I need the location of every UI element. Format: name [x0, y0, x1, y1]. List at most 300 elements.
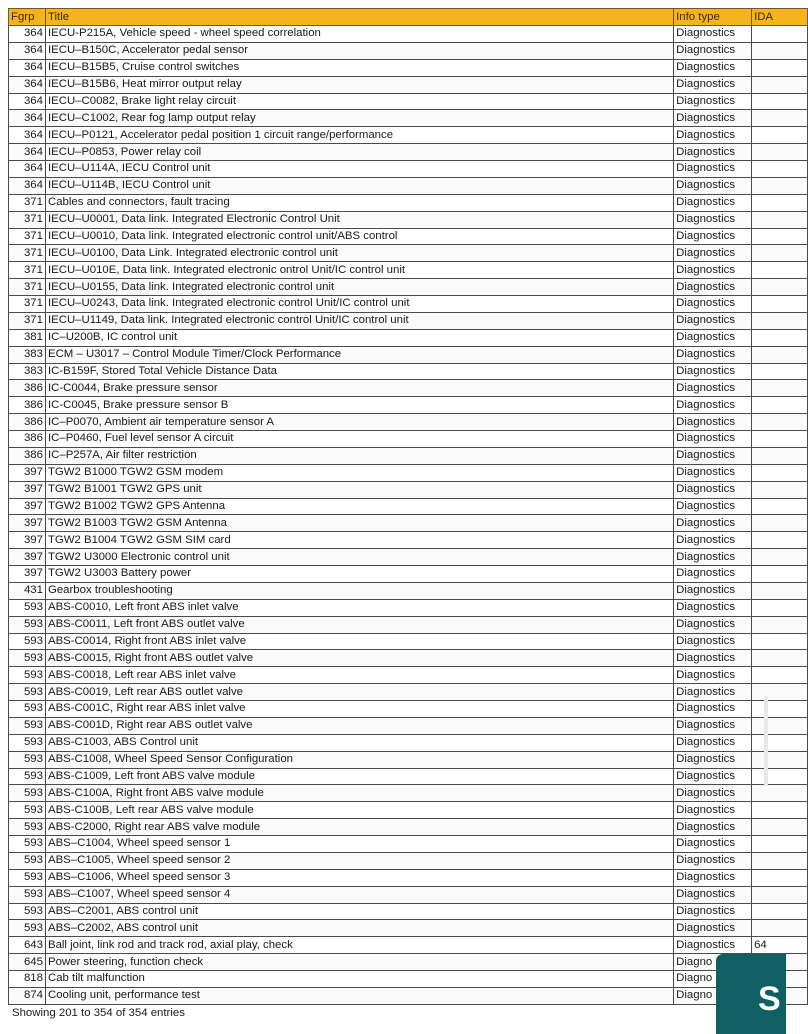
- cell-ida: [752, 852, 808, 869]
- cell-fgrp: 593: [9, 785, 46, 802]
- table-row[interactable]: [9, 431, 808, 448]
- cell-fgrp: 593: [9, 903, 46, 920]
- cell-info-type: Diagnostics: [674, 431, 752, 448]
- cell-ida: [752, 684, 808, 701]
- table-row[interactable]: [9, 954, 808, 971]
- cell-ida: [752, 802, 808, 819]
- cell-fgrp: 593: [9, 684, 46, 701]
- cell-ida: [752, 329, 808, 346]
- cell-ida: [752, 751, 808, 768]
- cell-title[interactable]: IC-B159F, Stored Total Vehicle Distance Data: [45, 363, 673, 380]
- table-row[interactable]: [9, 26, 808, 43]
- cell-ida: [752, 464, 808, 481]
- cell-fgrp: 386: [9, 431, 46, 448]
- cell-info-type: Diagnostics: [674, 464, 752, 481]
- cell-info-type: Diagnostics: [674, 144, 752, 161]
- cell-fgrp: 593: [9, 836, 46, 853]
- cell-fgrp: 593: [9, 852, 46, 869]
- cell-ida: [752, 903, 808, 920]
- cell-title[interactable]: ABS-C0015, Right front ABS outlet valve: [45, 650, 673, 667]
- cell-info-type: Diagnostics: [674, 717, 752, 734]
- cell-ida: [752, 549, 808, 566]
- table-row[interactable]: [9, 211, 808, 228]
- cell-info-type: Diagnostics: [674, 194, 752, 211]
- cell-info-type: Diagnostics: [674, 886, 752, 903]
- cell-ida: [752, 886, 808, 903]
- cell-title[interactable]: ABS–C1004, Wheel speed sensor 1: [45, 836, 673, 853]
- table-header: [9, 9, 808, 26]
- scrollbar-track[interactable]: [764, 696, 768, 786]
- cell-info-type: Diagnostics: [674, 481, 752, 498]
- cell-ida: [752, 717, 808, 734]
- cell-fgrp: 593: [9, 599, 46, 616]
- cell-fgrp: 364: [9, 161, 46, 178]
- cell-title[interactable]: TGW2 B1000 TGW2 GSM modem: [45, 464, 673, 481]
- table-row[interactable]: [9, 852, 808, 869]
- table-row[interactable]: [9, 582, 808, 599]
- cell-title[interactable]: IC–U200B, IC control unit: [45, 329, 673, 346]
- cell-title[interactable]: ABS-C100A, Right front ABS valve module: [45, 785, 673, 802]
- cell-title[interactable]: ABS-C001C, Right rear ABS inlet valve: [45, 701, 673, 718]
- cell-title[interactable]: IECU–P0121, Accelerator pedal position 1 circuit range/performance: [45, 127, 673, 144]
- table-row[interactable]: [9, 42, 808, 59]
- cell-title[interactable]: ABS-C0019, Left rear ABS outlet valve: [45, 684, 673, 701]
- cell-title[interactable]: IECU–P0853, Power relay coil: [45, 144, 673, 161]
- table-row[interactable]: [9, 464, 808, 481]
- cell-info-type: Diagnostics: [674, 734, 752, 751]
- cell-ida: [752, 582, 808, 599]
- cell-ida: [752, 397, 808, 414]
- table-row[interactable]: [9, 346, 808, 363]
- cell-ida: [752, 836, 808, 853]
- header-row: [9, 9, 808, 26]
- table-row[interactable]: [9, 836, 808, 853]
- table-row[interactable]: [9, 228, 808, 245]
- table-row[interactable]: [9, 869, 808, 886]
- cell-title[interactable]: ABS-C1003, ABS Control unit: [45, 734, 673, 751]
- table-row[interactable]: [9, 667, 808, 684]
- column-header-fgrp[interactable]: Fgrp: [9, 9, 46, 26]
- cell-fgrp: 431: [9, 582, 46, 599]
- cell-fgrp: 593: [9, 920, 46, 937]
- cell-info-type: Diagnostics: [674, 633, 752, 650]
- cell-title[interactable]: IECU-P215A, Vehicle speed - wheel speed correlation: [45, 26, 673, 43]
- cell-title[interactable]: Gearbox troubleshooting: [45, 582, 673, 599]
- cell-title[interactable]: IECU–U114B, IECU Control unit: [45, 177, 673, 194]
- cell-ida: [752, 734, 808, 751]
- cell-title[interactable]: ABS-C2000, Right rear ABS valve module: [45, 819, 673, 836]
- cell-fgrp: 364: [9, 144, 46, 161]
- cell-title[interactable]: IECU–U1149, Data link. Integrated electronic control Unit/IC control unit: [45, 312, 673, 329]
- results-table: [8, 8, 808, 1005]
- cell-ida: [752, 532, 808, 549]
- cell-info-type: Diagnostics: [674, 549, 752, 566]
- table-row[interactable]: [9, 768, 808, 785]
- cell-fgrp: 593: [9, 819, 46, 836]
- cell-title[interactable]: Cables and connectors, fault tracing: [45, 194, 673, 211]
- overlay-letter: S: [758, 980, 781, 1018]
- cell-info-type: Diagnostics: [674, 42, 752, 59]
- table-row[interactable]: [9, 380, 808, 397]
- cell-title[interactable]: IECU–B150C, Accelerator pedal sensor: [45, 42, 673, 59]
- cell-title[interactable]: ABS–C1006, Wheel speed sensor 3: [45, 869, 673, 886]
- cell-fgrp: 364: [9, 76, 46, 93]
- cell-info-type: Diagno: [674, 987, 752, 1004]
- cell-info-type: Diagnostics: [674, 262, 752, 279]
- cell-fgrp: 371: [9, 194, 46, 211]
- cell-fgrp: 386: [9, 397, 46, 414]
- cell-ida: [752, 144, 808, 161]
- cell-ida: [752, 312, 808, 329]
- table-row[interactable]: [9, 785, 808, 802]
- cell-ida: [752, 279, 808, 296]
- cell-title[interactable]: IECU–U0155, Data link. Integrated electronic control unit: [45, 279, 673, 296]
- cell-title[interactable]: TGW2 U3000 Electronic control unit: [45, 549, 673, 566]
- cell-info-type: Diagnostics: [674, 768, 752, 785]
- cell-title[interactable]: ECM – U3017 – Control Module Timer/Clock Performance: [45, 346, 673, 363]
- cell-title[interactable]: ABS–C1005, Wheel speed sensor 2: [45, 852, 673, 869]
- cell-info-type: Diagnostics: [674, 211, 752, 228]
- cell-title[interactable]: IECU–U0010, Data link. Integrated electronic control unit/ABS control: [45, 228, 673, 245]
- cell-info-type: Diagnostics: [674, 667, 752, 684]
- cell-fgrp: 364: [9, 59, 46, 76]
- cell-info-type: Diagnostics: [674, 447, 752, 464]
- cell-title[interactable]: Ball joint, link rod and track rod, axial play, check: [45, 937, 673, 954]
- cell-info-type: Diagnostics: [674, 869, 752, 886]
- floating-action-button[interactable]: [716, 954, 786, 1034]
- results-table-container: [8, 8, 808, 1005]
- cell-ida: [752, 296, 808, 313]
- cell-fgrp: 818: [9, 971, 46, 988]
- cell-title[interactable]: IECU–C0082, Brake light relay circuit: [45, 93, 673, 110]
- cell-info-type: Diagnostics: [674, 852, 752, 869]
- table-row[interactable]: [9, 886, 808, 903]
- cell-info-type: Diagnostics: [674, 684, 752, 701]
- table-row[interactable]: [9, 481, 808, 498]
- cell-title[interactable]: IC–P0460, Fuel level sensor A circuit: [45, 431, 673, 448]
- cell-ida: [752, 26, 808, 43]
- cell-fgrp: 593: [9, 886, 46, 903]
- cell-title[interactable]: ABS-C100B, Left rear ABS valve module: [45, 802, 673, 819]
- cell-info-type: Diagnostics: [674, 937, 752, 954]
- cell-ida: [752, 498, 808, 515]
- cell-info-type: Diagnostics: [674, 76, 752, 93]
- table-row[interactable]: [9, 414, 808, 431]
- cell-fgrp: 645: [9, 954, 46, 971]
- cell-info-type: Diagnostics: [674, 836, 752, 853]
- table-row[interactable]: [9, 751, 808, 768]
- cell-title[interactable]: ABS-C001D, Right rear ABS outlet valve: [45, 717, 673, 734]
- table-row[interactable]: [9, 312, 808, 329]
- table-row[interactable]: [9, 566, 808, 583]
- cell-title[interactable]: Cooling unit, performance test: [45, 987, 673, 1004]
- cell-fgrp: 364: [9, 127, 46, 144]
- table-row[interactable]: [9, 447, 808, 464]
- table-row[interactable]: [9, 296, 808, 313]
- table-row[interactable]: [9, 515, 808, 532]
- cell-ida: [752, 262, 808, 279]
- cell-fgrp: 364: [9, 93, 46, 110]
- cell-info-type: Diagnostics: [674, 498, 752, 515]
- table-row[interactable]: [9, 177, 808, 194]
- cell-title[interactable]: IC-C0044, Brake pressure sensor: [45, 380, 673, 397]
- cell-ida: [752, 633, 808, 650]
- cell-info-type: Diagnostics: [674, 380, 752, 397]
- table-row[interactable]: [9, 59, 808, 76]
- cell-ida: [752, 447, 808, 464]
- cell-fgrp: 386: [9, 380, 46, 397]
- cell-fgrp: 643: [9, 937, 46, 954]
- cell-ida: [752, 93, 808, 110]
- cell-title[interactable]: ABS-C1008, Wheel Speed Sensor Configuration: [45, 751, 673, 768]
- cell-ida: 64: [752, 937, 808, 954]
- cell-title[interactable]: IC-C0045, Brake pressure sensor B: [45, 397, 673, 414]
- table-row[interactable]: [9, 987, 808, 1004]
- cell-fgrp: 383: [9, 346, 46, 363]
- cell-fgrp: 364: [9, 110, 46, 127]
- cell-title[interactable]: ABS-C0018, Left rear ABS inlet valve: [45, 667, 673, 684]
- table-row[interactable]: [9, 549, 808, 566]
- cell-title[interactable]: Power steering, function check: [45, 954, 673, 971]
- cell-title[interactable]: IECU–U010E, Data link. Integrated electronic ontrol Unit/IC control unit: [45, 262, 673, 279]
- cell-title[interactable]: ABS–C2001, ABS control unit: [45, 903, 673, 920]
- table-row[interactable]: [9, 161, 808, 178]
- cell-fgrp: 371: [9, 228, 46, 245]
- cell-title[interactable]: IECU–U114A, IECU Control unit: [45, 161, 673, 178]
- cell-ida: [752, 161, 808, 178]
- cell-title[interactable]: ABS-C0011, Left front ABS outlet valve: [45, 616, 673, 633]
- table-row[interactable]: [9, 76, 808, 93]
- cell-title[interactable]: TGW2 B1002 TGW2 GPS Antenna: [45, 498, 673, 515]
- table-row[interactable]: [9, 194, 808, 211]
- cell-fgrp: 371: [9, 262, 46, 279]
- cell-ida: [752, 869, 808, 886]
- cell-fgrp: 397: [9, 498, 46, 515]
- table-row[interactable]: [9, 144, 808, 161]
- cell-fgrp: 397: [9, 532, 46, 549]
- cell-fgrp: 593: [9, 701, 46, 718]
- cell-fgrp: 397: [9, 566, 46, 583]
- cell-title[interactable]: TGW2 U3003 Battery power: [45, 566, 673, 583]
- cell-info-type: Diagno: [674, 954, 752, 971]
- cell-fgrp: 364: [9, 177, 46, 194]
- table-row[interactable]: [9, 920, 808, 937]
- table-row[interactable]: [9, 127, 808, 144]
- cell-info-type: Diagno: [674, 971, 752, 988]
- table-row[interactable]: [9, 971, 808, 988]
- table-row[interactable]: [9, 684, 808, 701]
- cell-info-type: Diagnostics: [674, 414, 752, 431]
- table-row[interactable]: [9, 397, 808, 414]
- entries-summary: Showing 201 to 354 of 354 entries: [12, 1007, 185, 1019]
- cell-fgrp: 381: [9, 329, 46, 346]
- cell-title[interactable]: IECU–U0243, Data link. Integrated electronic control Unit/IC control unit: [45, 296, 673, 313]
- cell-fgrp: 593: [9, 802, 46, 819]
- cell-fgrp: 593: [9, 667, 46, 684]
- cell-fgrp: 593: [9, 616, 46, 633]
- cell-info-type: Diagnostics: [674, 515, 752, 532]
- cell-ida: [752, 616, 808, 633]
- cell-ida: [752, 414, 808, 431]
- cell-ida: [752, 920, 808, 937]
- table-row[interactable]: [9, 819, 808, 836]
- cell-fgrp: 397: [9, 549, 46, 566]
- cell-title[interactable]: Cab tilt malfunction: [45, 971, 673, 988]
- cell-fgrp: 593: [9, 768, 46, 785]
- cell-ida: [752, 363, 808, 380]
- cell-info-type: Diagnostics: [674, 312, 752, 329]
- cell-title[interactable]: IECU–B15B6, Heat mirror output relay: [45, 76, 673, 93]
- cell-fgrp: 593: [9, 734, 46, 751]
- cell-info-type: Diagnostics: [674, 329, 752, 346]
- cell-fgrp: 593: [9, 650, 46, 667]
- cell-fgrp: 371: [9, 279, 46, 296]
- cell-ida: [752, 819, 808, 836]
- cell-info-type: Diagnostics: [674, 296, 752, 313]
- cell-info-type: Diagnostics: [674, 346, 752, 363]
- cell-ida: [752, 380, 808, 397]
- cell-title[interactable]: ABS–C1007, Wheel speed sensor 4: [45, 886, 673, 903]
- cell-title[interactable]: IECU–C1002, Rear fog lamp output relay: [45, 110, 673, 127]
- table-row[interactable]: [9, 734, 808, 751]
- cell-ida: [752, 127, 808, 144]
- cell-info-type: Diagnostics: [674, 599, 752, 616]
- cell-info-type: Diagnostics: [674, 532, 752, 549]
- cell-ida: [752, 667, 808, 684]
- cell-ida: [752, 566, 808, 583]
- cell-info-type: Diagnostics: [674, 903, 752, 920]
- cell-ida: [752, 515, 808, 532]
- table-row[interactable]: [9, 329, 808, 346]
- cell-fgrp: 593: [9, 869, 46, 886]
- cell-fgrp: 364: [9, 26, 46, 43]
- cell-ida: [752, 59, 808, 76]
- cell-title[interactable]: IC–P257A, Air filter restriction: [45, 447, 673, 464]
- table-row[interactable]: [9, 937, 808, 954]
- cell-info-type: Diagnostics: [674, 819, 752, 836]
- cell-info-type: Diagnostics: [674, 566, 752, 583]
- cell-info-type: Diagnostics: [674, 920, 752, 937]
- cell-fgrp: 364: [9, 42, 46, 59]
- column-header-info-type[interactable]: Info type: [674, 9, 752, 26]
- cell-title[interactable]: ABS-C0014, Right front ABS inlet valve: [45, 633, 673, 650]
- table-row[interactable]: [9, 110, 808, 127]
- cell-ida: [752, 650, 808, 667]
- table-row[interactable]: [9, 701, 808, 718]
- cell-fgrp: 397: [9, 481, 46, 498]
- cell-info-type: Diagnostics: [674, 785, 752, 802]
- cell-info-type: Diagnostics: [674, 110, 752, 127]
- cell-ida: [752, 481, 808, 498]
- cell-ida: [752, 194, 808, 211]
- cell-title[interactable]: TGW2 B1001 TGW2 GPS unit: [45, 481, 673, 498]
- cell-title[interactable]: TGW2 B1004 TGW2 GSM SIM card: [45, 532, 673, 549]
- table-row[interactable]: [9, 498, 808, 515]
- cell-info-type: Diagnostics: [674, 397, 752, 414]
- cell-title[interactable]: ABS-C0010, Left front ABS inlet valve: [45, 599, 673, 616]
- cell-title[interactable]: IECU–B15B5, Cruise control switches: [45, 59, 673, 76]
- table-row[interactable]: [9, 616, 808, 633]
- cell-fgrp: 386: [9, 447, 46, 464]
- cell-fgrp: 874: [9, 987, 46, 1004]
- cell-info-type: Diagnostics: [674, 363, 752, 380]
- cell-fgrp: 397: [9, 464, 46, 481]
- cell-info-type: Diagnostics: [674, 701, 752, 718]
- cell-ida: [752, 431, 808, 448]
- cell-title[interactable]: ABS–C2002, ABS control unit: [45, 920, 673, 937]
- cell-title[interactable]: IC–P0070, Ambient air temperature sensor A: [45, 414, 673, 431]
- cell-info-type: Diagnostics: [674, 177, 752, 194]
- cell-title[interactable]: IECU–U0100, Data Link. Integrated electronic control unit: [45, 245, 673, 262]
- table-row[interactable]: [9, 532, 808, 549]
- cell-ida: [752, 346, 808, 363]
- table-row[interactable]: [9, 279, 808, 296]
- cell-fgrp: 371: [9, 245, 46, 262]
- cell-fgrp: 371: [9, 312, 46, 329]
- cell-ida: [752, 228, 808, 245]
- table-row[interactable]: [9, 599, 808, 616]
- table-row[interactable]: [9, 363, 808, 380]
- table-row[interactable]: [9, 717, 808, 734]
- cell-title[interactable]: IECU–U0001, Data link. Integrated Electronic Control Unit: [45, 211, 673, 228]
- cell-info-type: Diagnostics: [674, 582, 752, 599]
- cell-ida: [752, 701, 808, 718]
- cell-info-type: Diagnostics: [674, 26, 752, 43]
- cell-info-type: Diagnostics: [674, 650, 752, 667]
- table-row[interactable]: [9, 802, 808, 819]
- cell-fgrp: 593: [9, 751, 46, 768]
- cell-ida: [752, 177, 808, 194]
- cell-ida: [752, 245, 808, 262]
- cell-info-type: Diagnostics: [674, 127, 752, 144]
- cell-fgrp: 371: [9, 296, 46, 313]
- table-row[interactable]: [9, 93, 808, 110]
- column-header-title[interactable]: Title: [45, 9, 673, 26]
- cell-ida: [752, 76, 808, 93]
- cell-ida: [752, 768, 808, 785]
- cell-title[interactable]: ABS-C1009, Left front ABS valve module: [45, 768, 673, 785]
- table-row[interactable]: [9, 633, 808, 650]
- cell-ida: [752, 110, 808, 127]
- table-row[interactable]: [9, 903, 808, 920]
- cell-info-type: Diagnostics: [674, 616, 752, 633]
- cell-fgrp: 593: [9, 633, 46, 650]
- cell-fgrp: 593: [9, 717, 46, 734]
- cell-ida: [752, 599, 808, 616]
- cell-ida: [752, 42, 808, 59]
- cell-fgrp: 383: [9, 363, 46, 380]
- column-header-ida[interactable]: IDA: [752, 9, 808, 26]
- cell-info-type: Diagnostics: [674, 161, 752, 178]
- cell-info-type: Diagnostics: [674, 802, 752, 819]
- cell-info-type: Diagnostics: [674, 751, 752, 768]
- cell-info-type: Diagnostics: [674, 228, 752, 245]
- cell-info-type: Diagnostics: [674, 279, 752, 296]
- cell-fgrp: 371: [9, 211, 46, 228]
- table-row[interactable]: [9, 650, 808, 667]
- cell-title[interactable]: TGW2 B1003 TGW2 GSM Antenna: [45, 515, 673, 532]
- cell-ida: [752, 785, 808, 802]
- table-row[interactable]: [9, 245, 808, 262]
- cell-fgrp: 386: [9, 414, 46, 431]
- cell-fgrp: 397: [9, 515, 46, 532]
- cell-info-type: Diagnostics: [674, 93, 752, 110]
- cell-info-type: Diagnostics: [674, 59, 752, 76]
- cell-info-type: Diagnostics: [674, 245, 752, 262]
- cell-ida: [752, 211, 808, 228]
- table-row[interactable]: [9, 262, 808, 279]
- table-body: [9, 26, 808, 1005]
